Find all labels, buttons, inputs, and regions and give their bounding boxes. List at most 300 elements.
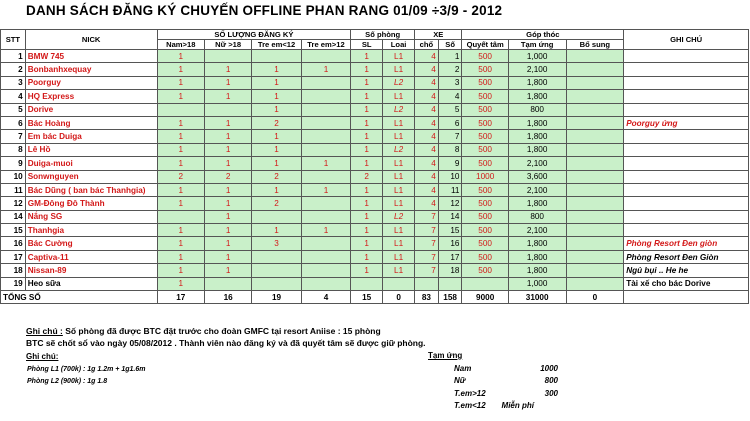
cell-tam-ung: 1,800 xyxy=(508,130,566,143)
cell-nu: 1 xyxy=(204,237,251,250)
cell-cho: 4 xyxy=(415,157,439,170)
cell-so: 16 xyxy=(438,237,462,250)
cell-nu: 1 xyxy=(204,130,251,143)
cell-bo-sung xyxy=(566,63,624,76)
table-row xyxy=(1,103,749,116)
note-line-1 xyxy=(26,326,381,336)
cell-loai: L1 xyxy=(383,90,415,103)
cell-nu: 1 xyxy=(204,63,251,76)
cell-nick: Bác Hoàng xyxy=(25,116,157,129)
total-nam: 17 xyxy=(157,291,204,304)
cell-tre-duoi-12: 1 xyxy=(252,103,301,116)
cell-ghi-chu xyxy=(624,183,749,196)
cell-quyet-tam: 500 xyxy=(462,237,508,250)
cell-stt: 7 xyxy=(1,130,26,143)
cell-bo-sung xyxy=(566,210,624,223)
cell-nick: Nissan-89 xyxy=(25,264,157,277)
totals-label: TỔNG SỐ xyxy=(1,291,158,304)
cell-cho xyxy=(415,277,439,290)
tam-ung-label-nu: Nữ xyxy=(454,376,466,385)
tam-ung-title: Tạm ứng xyxy=(428,351,463,360)
cell-quyet-tam: 500 xyxy=(462,50,508,63)
header-nick: NICK xyxy=(25,30,157,50)
cell-nam: 1 xyxy=(157,90,204,103)
cell-ghi-chu xyxy=(624,197,749,210)
header-cho: chổ xyxy=(415,40,439,50)
header-tre-duoi-12: Tre em<12 xyxy=(252,40,301,50)
total-cho: 83 xyxy=(415,291,439,304)
cell-nam: 2 xyxy=(157,170,204,183)
note-label-2: Ghi chú: xyxy=(26,352,59,361)
header-quyet-tam: Quyết tâm xyxy=(462,40,508,50)
cell-nu: 1 xyxy=(204,143,251,156)
cell-nu: 1 xyxy=(204,76,251,89)
cell-ghi-chu: Poorguy ứng xyxy=(624,116,749,129)
cell-ghi-chu xyxy=(624,170,749,183)
cell-stt: 9 xyxy=(1,157,26,170)
cell-tre-duoi-12 xyxy=(252,277,301,290)
cell-tam-ung: 2,100 xyxy=(508,157,566,170)
cell-ghi-chu xyxy=(624,103,749,116)
cell-ghi-chu xyxy=(624,224,749,237)
cell-stt: 17 xyxy=(1,250,26,263)
total-so: 158 xyxy=(438,291,462,304)
cell-ghi-chu: Phòng Resort Đen Giòn xyxy=(624,250,749,263)
cell-nam: 1 xyxy=(157,76,204,89)
cell-nick: Dorive xyxy=(25,103,157,116)
cell-tre-tren-12 xyxy=(301,116,350,129)
cell-tam-ung: 1,800 xyxy=(508,237,566,250)
cell-ghi-chu xyxy=(624,50,749,63)
cell-sl xyxy=(351,277,383,290)
cell-stt: 14 xyxy=(1,210,26,223)
total-loai: 0 xyxy=(383,291,415,304)
cell-bo-sung xyxy=(566,103,624,116)
table-row xyxy=(1,63,749,76)
cell-tam-ung: 1,000 xyxy=(508,277,566,290)
cell-quyet-tam: 500 xyxy=(462,143,508,156)
cell-nu xyxy=(204,277,251,290)
cell-nu: 1 xyxy=(204,197,251,210)
cell-cho: 7 xyxy=(415,224,439,237)
cell-bo-sung xyxy=(566,183,624,196)
cell-cho: 4 xyxy=(415,130,439,143)
cell-nu: 1 xyxy=(204,183,251,196)
cell-so: 14 xyxy=(438,210,462,223)
cell-so: 8 xyxy=(438,143,462,156)
tam-ung-value-tem-duoi-12: Miễn phí xyxy=(501,401,534,410)
cell-cho: 4 xyxy=(415,170,439,183)
table-row xyxy=(1,224,749,237)
cell-stt: 18 xyxy=(1,264,26,277)
cell-nam: 1 xyxy=(157,63,204,76)
total-tre-tren-12: 4 xyxy=(301,291,350,304)
cell-tre-tren-12 xyxy=(301,76,350,89)
cell-so: 9 xyxy=(438,157,462,170)
cell-nu: 1 xyxy=(204,90,251,103)
cell-loai: L1 xyxy=(383,130,415,143)
cell-so: 11 xyxy=(438,183,462,196)
cell-loai: L1 xyxy=(383,170,415,183)
cell-quyet-tam: 500 xyxy=(462,103,508,116)
cell-stt: 6 xyxy=(1,116,26,129)
cell-quyet-tam: 500 xyxy=(462,224,508,237)
cell-ghi-chu xyxy=(624,143,749,156)
cell-tam-ung: 1,800 xyxy=(508,250,566,263)
cell-tre-tren-12 xyxy=(301,264,350,277)
table-row xyxy=(1,50,749,63)
cell-tre-duoi-12: 2 xyxy=(252,197,301,210)
header-nam: Nam>18 xyxy=(157,40,204,50)
cell-tam-ung: 1,800 xyxy=(508,143,566,156)
cell-ghi-chu xyxy=(624,130,749,143)
table-row xyxy=(1,210,749,223)
cell-loai: L1 xyxy=(383,116,415,129)
cell-nick: Sonwnguyen xyxy=(25,170,157,183)
cell-nu: 1 xyxy=(204,210,251,223)
table-row xyxy=(1,90,749,103)
cell-stt: 3 xyxy=(1,76,26,89)
cell-cho: 7 xyxy=(415,210,439,223)
cell-tre-duoi-12: 1 xyxy=(252,183,301,196)
cell-quyet-tam: 500 xyxy=(462,130,508,143)
cell-tre-duoi-12: 2 xyxy=(252,170,301,183)
cell-tam-ung: 2,100 xyxy=(508,63,566,76)
cell-ghi-chu xyxy=(624,63,749,76)
cell-nick: Bác Dũng ( ban bác Thanhgia) xyxy=(25,183,157,196)
cell-nick: Thanhgia xyxy=(25,224,157,237)
cell-tre-duoi-12: 1 xyxy=(252,90,301,103)
cell-nu: 1 xyxy=(204,116,251,129)
cell-tre-tren-12 xyxy=(301,237,350,250)
cell-loai: L1 xyxy=(383,224,415,237)
cell-nu xyxy=(204,50,251,63)
cell-nam: 1 xyxy=(157,157,204,170)
cell-tre-duoi-12 xyxy=(252,264,301,277)
cell-bo-sung xyxy=(566,277,624,290)
cell-sl: 1 xyxy=(351,224,383,237)
cell-sl: 2 xyxy=(351,170,383,183)
cell-sl: 1 xyxy=(351,197,383,210)
cell-tam-ung: 1,800 xyxy=(508,76,566,89)
cell-loai: L1 xyxy=(383,237,415,250)
cell-stt: 16 xyxy=(1,237,26,250)
table-row xyxy=(1,183,749,196)
cell-nick: Duiga-muoi xyxy=(25,157,157,170)
cell-tam-ung: 3,600 xyxy=(508,170,566,183)
total-tre-duoi-12: 19 xyxy=(252,291,301,304)
cell-loai: L1 xyxy=(383,250,415,263)
cell-tam-ung: 800 xyxy=(508,210,566,223)
cell-bo-sung xyxy=(566,130,624,143)
cell-tam-ung: 2,100 xyxy=(508,183,566,196)
table-row xyxy=(1,170,749,183)
cell-nu: 2 xyxy=(204,170,251,183)
cell-cho: 7 xyxy=(415,264,439,277)
header-bo-sung: Bổ sung xyxy=(566,40,624,50)
cell-sl: 1 xyxy=(351,143,383,156)
cell-sl: 1 xyxy=(351,250,383,263)
cell-cho: 4 xyxy=(415,76,439,89)
cell-cho: 4 xyxy=(415,143,439,156)
cell-tre-duoi-12: 1 xyxy=(252,224,301,237)
cell-stt: 10 xyxy=(1,170,26,183)
header-ghi-chu: GHI CHÚ xyxy=(624,30,749,50)
table-row xyxy=(1,130,749,143)
cell-tre-tren-12: 1 xyxy=(301,224,350,237)
table-row xyxy=(1,250,749,263)
cell-nick: BMW 745 xyxy=(25,50,157,63)
cell-so: 6 xyxy=(438,116,462,129)
table-row xyxy=(1,264,749,277)
cell-sl: 1 xyxy=(351,50,383,63)
cell-quyet-tam: 500 xyxy=(462,76,508,89)
cell-nam: 1 xyxy=(157,237,204,250)
cell-so: 17 xyxy=(438,250,462,263)
cell-bo-sung xyxy=(566,264,624,277)
cell-quyet-tam: 500 xyxy=(462,264,508,277)
cell-tre-duoi-12 xyxy=(252,50,301,63)
cell-so: 4 xyxy=(438,90,462,103)
cell-so: 7 xyxy=(438,130,462,143)
cell-nu: 1 xyxy=(204,250,251,263)
cell-tam-ung: 2,100 xyxy=(508,224,566,237)
cell-nu xyxy=(204,103,251,116)
tam-ung-value-nu: 800 xyxy=(544,376,558,385)
cell-tre-duoi-12: 1 xyxy=(252,130,301,143)
cell-nu: 1 xyxy=(204,157,251,170)
table-row xyxy=(1,277,749,290)
header-so-phong: Số phòng xyxy=(351,30,415,40)
cell-sl: 1 xyxy=(351,76,383,89)
cell-tre-tren-12 xyxy=(301,197,350,210)
cell-bo-sung xyxy=(566,250,624,263)
total-quyet-tam: 9000 xyxy=(462,291,508,304)
cell-cho: 4 xyxy=(415,197,439,210)
tam-ung-value-tem-tren-12: 300 xyxy=(544,389,558,398)
cell-bo-sung xyxy=(566,50,624,63)
cell-nick: Bác Cường xyxy=(25,237,157,250)
cell-stt: 5 xyxy=(1,103,26,116)
cell-tre-tren-12 xyxy=(301,170,350,183)
cell-tam-ung: 1,800 xyxy=(508,90,566,103)
cell-ghi-chu xyxy=(624,157,749,170)
cell-bo-sung xyxy=(566,90,624,103)
header-row-top xyxy=(1,30,749,40)
cell-loai: L2 xyxy=(383,210,415,223)
table-row xyxy=(1,143,749,156)
header-gop-thoc: Góp thóc xyxy=(462,30,624,40)
cell-nick: HQ Express xyxy=(25,90,157,103)
cell-tre-tren-12 xyxy=(301,130,350,143)
cell-tre-duoi-12: 1 xyxy=(252,157,301,170)
cell-loai xyxy=(383,277,415,290)
cell-nick: Poorguy xyxy=(25,76,157,89)
cell-nam: 1 xyxy=(157,50,204,63)
cell-tre-tren-12: 1 xyxy=(301,63,350,76)
cell-sl: 1 xyxy=(351,210,383,223)
cell-nam: 1 xyxy=(157,250,204,263)
cell-loai: L1 xyxy=(383,183,415,196)
cell-bo-sung xyxy=(566,76,624,89)
cell-sl: 1 xyxy=(351,90,383,103)
cell-loai: L1 xyxy=(383,50,415,63)
cell-stt: 1 xyxy=(1,50,26,63)
cell-tre-tren-12 xyxy=(301,210,350,223)
cell-tre-duoi-12 xyxy=(252,250,301,263)
cell-bo-sung xyxy=(566,170,624,183)
cell-so: 3 xyxy=(438,76,462,89)
cell-stt: 11 xyxy=(1,183,26,196)
cell-tam-ung: 1,800 xyxy=(508,264,566,277)
tam-ung-label-tem-tren-12: T.em>12 xyxy=(454,389,486,398)
header-so: Số xyxy=(438,40,462,50)
header-tre-tren-12: Tre em>12 xyxy=(301,40,350,50)
cell-ghi-chu: Ngủ bụi .. He he xyxy=(624,264,749,277)
cell-quyet-tam: 1000 xyxy=(462,170,508,183)
cell-tre-tren-12 xyxy=(301,50,350,63)
cell-nam: 1 xyxy=(157,197,204,210)
cell-tre-duoi-12: 3 xyxy=(252,237,301,250)
totals-row xyxy=(1,291,749,304)
cell-sl: 1 xyxy=(351,183,383,196)
note-line-2: BTC sẽ chốt sổ vào ngày 05/08/2012 . Thành viên nào đăng ký và đã quyết tâm sẽ được giữ phòng. xyxy=(26,338,426,348)
tam-ung-value-nam: 1000 xyxy=(540,364,558,373)
room-l1-note: Phòng L1 (700k) : 1g 1.2m + 1g1.6m xyxy=(27,366,146,373)
cell-sl: 1 xyxy=(351,63,383,76)
cell-loai: L1 xyxy=(383,264,415,277)
cell-quyet-tam: 500 xyxy=(462,197,508,210)
tam-ung-label-tem-duoi-12: T.em<12 xyxy=(454,401,486,410)
cell-cho: 4 xyxy=(415,183,439,196)
cell-nick: Heo sữa xyxy=(25,277,157,290)
header-so-luong: SỐ LƯỢNG ĐĂNG KÝ xyxy=(157,30,351,40)
registration-table xyxy=(0,29,749,304)
cell-bo-sung xyxy=(566,237,624,250)
total-bo-sung: 0 xyxy=(566,291,624,304)
cell-tre-tren-12: 1 xyxy=(301,157,350,170)
cell-so: 18 xyxy=(438,264,462,277)
cell-cho: 7 xyxy=(415,237,439,250)
cell-quyet-tam: 500 xyxy=(462,210,508,223)
cell-cho: 7 xyxy=(415,250,439,263)
cell-nu: 1 xyxy=(204,264,251,277)
cell-nam xyxy=(157,103,204,116)
cell-loai: L1 xyxy=(383,63,415,76)
header-xe: XE xyxy=(415,30,462,40)
cell-stt: 15 xyxy=(1,224,26,237)
cell-so: 10 xyxy=(438,170,462,183)
cell-sl: 1 xyxy=(351,237,383,250)
cell-sl: 1 xyxy=(351,264,383,277)
cell-ghi-chu: Tài xế cho bác Dorive xyxy=(624,277,749,290)
table-row xyxy=(1,116,749,129)
cell-so: 15 xyxy=(438,224,462,237)
cell-nick: Bonbanhxequay xyxy=(25,63,157,76)
cell-cho: 4 xyxy=(415,90,439,103)
cell-loai: L1 xyxy=(383,197,415,210)
cell-tre-tren-12 xyxy=(301,250,350,263)
cell-nam: 1 xyxy=(157,130,204,143)
header-nu: Nữ >18 xyxy=(204,40,251,50)
cell-cho: 4 xyxy=(415,50,439,63)
cell-ghi-chu: Phòng Resort Đen giòn xyxy=(624,237,749,250)
cell-loai: L2 xyxy=(383,143,415,156)
header-tam-ung: Tạm ứng xyxy=(508,40,566,50)
cell-so: 5 xyxy=(438,103,462,116)
cell-nick: Em bác Duiga xyxy=(25,130,157,143)
cell-sl: 1 xyxy=(351,103,383,116)
cell-tre-duoi-12: 1 xyxy=(252,63,301,76)
note-label: Ghi chú : xyxy=(26,326,63,336)
total-tam-ung: 31000 xyxy=(508,291,566,304)
page-title: DANH SÁCH ĐĂNG KÝ CHUYẾN OFFLINE PHAN RANG 01/09 ÷3/9 - 2012 xyxy=(26,3,503,18)
cell-loai: L1 xyxy=(383,157,415,170)
cell-ghi-chu xyxy=(624,90,749,103)
cell-so: 2 xyxy=(438,63,462,76)
cell-quyet-tam: 500 xyxy=(462,183,508,196)
header-stt: STT xyxy=(1,30,26,50)
cell-loai: L2 xyxy=(383,103,415,116)
cell-cho: 4 xyxy=(415,116,439,129)
cell-quyet-tam: 500 xyxy=(462,116,508,129)
cell-quyet-tam xyxy=(462,277,508,290)
room-l2-note: Phòng L2 (900k) : 1g 1.8 xyxy=(27,378,108,385)
cell-sl: 1 xyxy=(351,130,383,143)
cell-quyet-tam: 500 xyxy=(462,63,508,76)
cell-nam: 1 xyxy=(157,264,204,277)
cell-tre-duoi-12: 1 xyxy=(252,143,301,156)
cell-tre-tren-12: 1 xyxy=(301,183,350,196)
cell-nam: 1 xyxy=(157,277,204,290)
cell-tam-ung: 1,800 xyxy=(508,197,566,210)
cell-tre-tren-12 xyxy=(301,90,350,103)
cell-cho: 4 xyxy=(415,103,439,116)
cell-sl: 1 xyxy=(351,157,383,170)
cell-tre-duoi-12: 2 xyxy=(252,116,301,129)
cell-tre-tren-12 xyxy=(301,103,350,116)
total-nu: 16 xyxy=(204,291,251,304)
tam-ung-label-nam: Nam xyxy=(454,364,472,373)
table-row xyxy=(1,197,749,210)
cell-tre-duoi-12 xyxy=(252,210,301,223)
cell-so xyxy=(438,277,462,290)
cell-nu: 1 xyxy=(204,224,251,237)
cell-quyet-tam: 500 xyxy=(462,90,508,103)
cell-loai: L2 xyxy=(383,76,415,89)
cell-tre-duoi-12: 1 xyxy=(252,76,301,89)
cell-cho: 4 xyxy=(415,63,439,76)
header-loai: Loai xyxy=(383,40,415,50)
cell-bo-sung xyxy=(566,197,624,210)
cell-nam: 1 xyxy=(157,143,204,156)
cell-stt: 4 xyxy=(1,90,26,103)
cell-stt: 12 xyxy=(1,197,26,210)
cell-sl: 1 xyxy=(351,116,383,129)
cell-tre-tren-12 xyxy=(301,143,350,156)
cell-nick: GM-Đông Đô Thành xyxy=(25,197,157,210)
cell-nam: 1 xyxy=(157,183,204,196)
total-ghi-chu xyxy=(624,291,749,304)
cell-nick: Lê Hồ xyxy=(25,143,157,156)
cell-stt: 8 xyxy=(1,143,26,156)
cell-quyet-tam: 500 xyxy=(462,157,508,170)
table-row xyxy=(1,157,749,170)
cell-stt: 19 xyxy=(1,277,26,290)
table-row xyxy=(1,76,749,89)
cell-tam-ung: 1,800 xyxy=(508,116,566,129)
note-text-1: Số phòng đã được BTC đặt trước cho đoàn GMFC tại resort Aniise : 15 phòng xyxy=(62,326,381,336)
